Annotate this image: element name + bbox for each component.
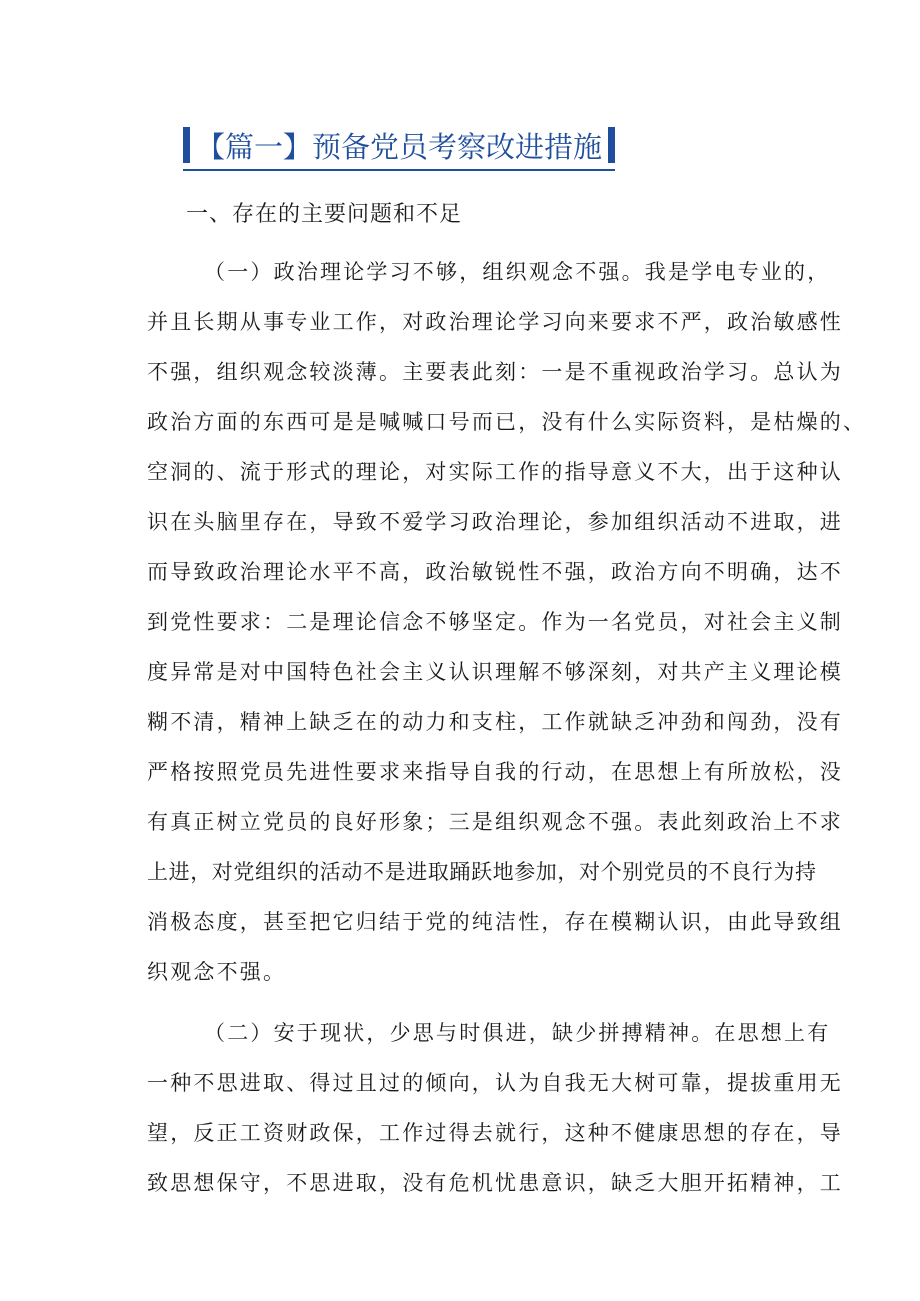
paragraph-line: 消极态度，甚至把它归结于党的纯洁性，存在模糊认识，由此导致组 [147, 910, 843, 934]
paragraph-line: 望，反正工资财政保，工作过得去就行，这种不健康思想的存在，导 [147, 1121, 843, 1145]
paragraph-line: 上进，对党组织的活动不是进取踊跃地参加，对个别党员的不良行为持 [147, 860, 817, 884]
paragraph-line: 不强，组织观念较淡薄。主要表此刻：一是不重视政治学习。总认为 [147, 360, 843, 384]
paragraph-line: 致思想保守，不思进取，没有危机忧患意识，缺乏大胆开拓精神，工 [147, 1171, 843, 1195]
paragraph-line: 识在头脑里存在，导致不爱学习政治理论，参加组织活动不进取，进 [147, 510, 843, 534]
document-title [183, 123, 615, 171]
paragraph-line: （二）安于现状，少思与时俱进，缺少拼搏精神。在思想上有 [204, 1021, 831, 1045]
paragraph-line: （一）政治理论学习不够，组织观念不强。我是学电专业的， [204, 260, 831, 284]
paragraph-line: 到党性要求：二是理论信念不够坚定。作为一名党员，对社会主义制 [147, 610, 843, 634]
paragraph-line: 并且长期从事专业工作，对政治理论学习向来要求不严，政治敏感性 [147, 310, 843, 334]
document-title-text: 【篇一】预备党员考察改进措施 [196, 129, 603, 164]
paragraph-line: 严格按照党员先进性要求来指导自我的行动，在思想上有所放松，没 [147, 760, 843, 784]
paragraph-line: 糊不清，精神上缺乏在的动力和支柱，工作就缺乏冲劲和闯劲，没有 [147, 710, 843, 734]
paragraph-line: 政治方面的东西可是是喊喊口号而已，没有什么实际资料，是枯燥的、 [147, 410, 867, 434]
paragraph-line: 一种不思进取、得过且过的倾向，认为自我无大树可靠，提拔重用无 [147, 1071, 843, 1095]
section-heading: 一、存在的主要问题和不足 [186, 202, 463, 227]
paragraph-line: 织观念不强。 [147, 960, 287, 984]
title-left-bar [183, 127, 190, 163]
paragraph-line: 而导致政治理论水平不高，政治敏锐性不强，政治方向不明确，达不 [147, 560, 843, 584]
paragraph-line: 度异常是对中国特色社会主义认识理解不够深刻，对共产主义理论模 [147, 660, 843, 684]
paragraph-line: 空洞的、流于形式的理论，对实际工作的指导意义不大，出于这种认 [147, 460, 843, 484]
paragraph-line: 有真正树立党员的良好形象；三是组织观念不强。表此刻政治上不求 [147, 810, 843, 834]
title-right-bar [608, 127, 615, 163]
